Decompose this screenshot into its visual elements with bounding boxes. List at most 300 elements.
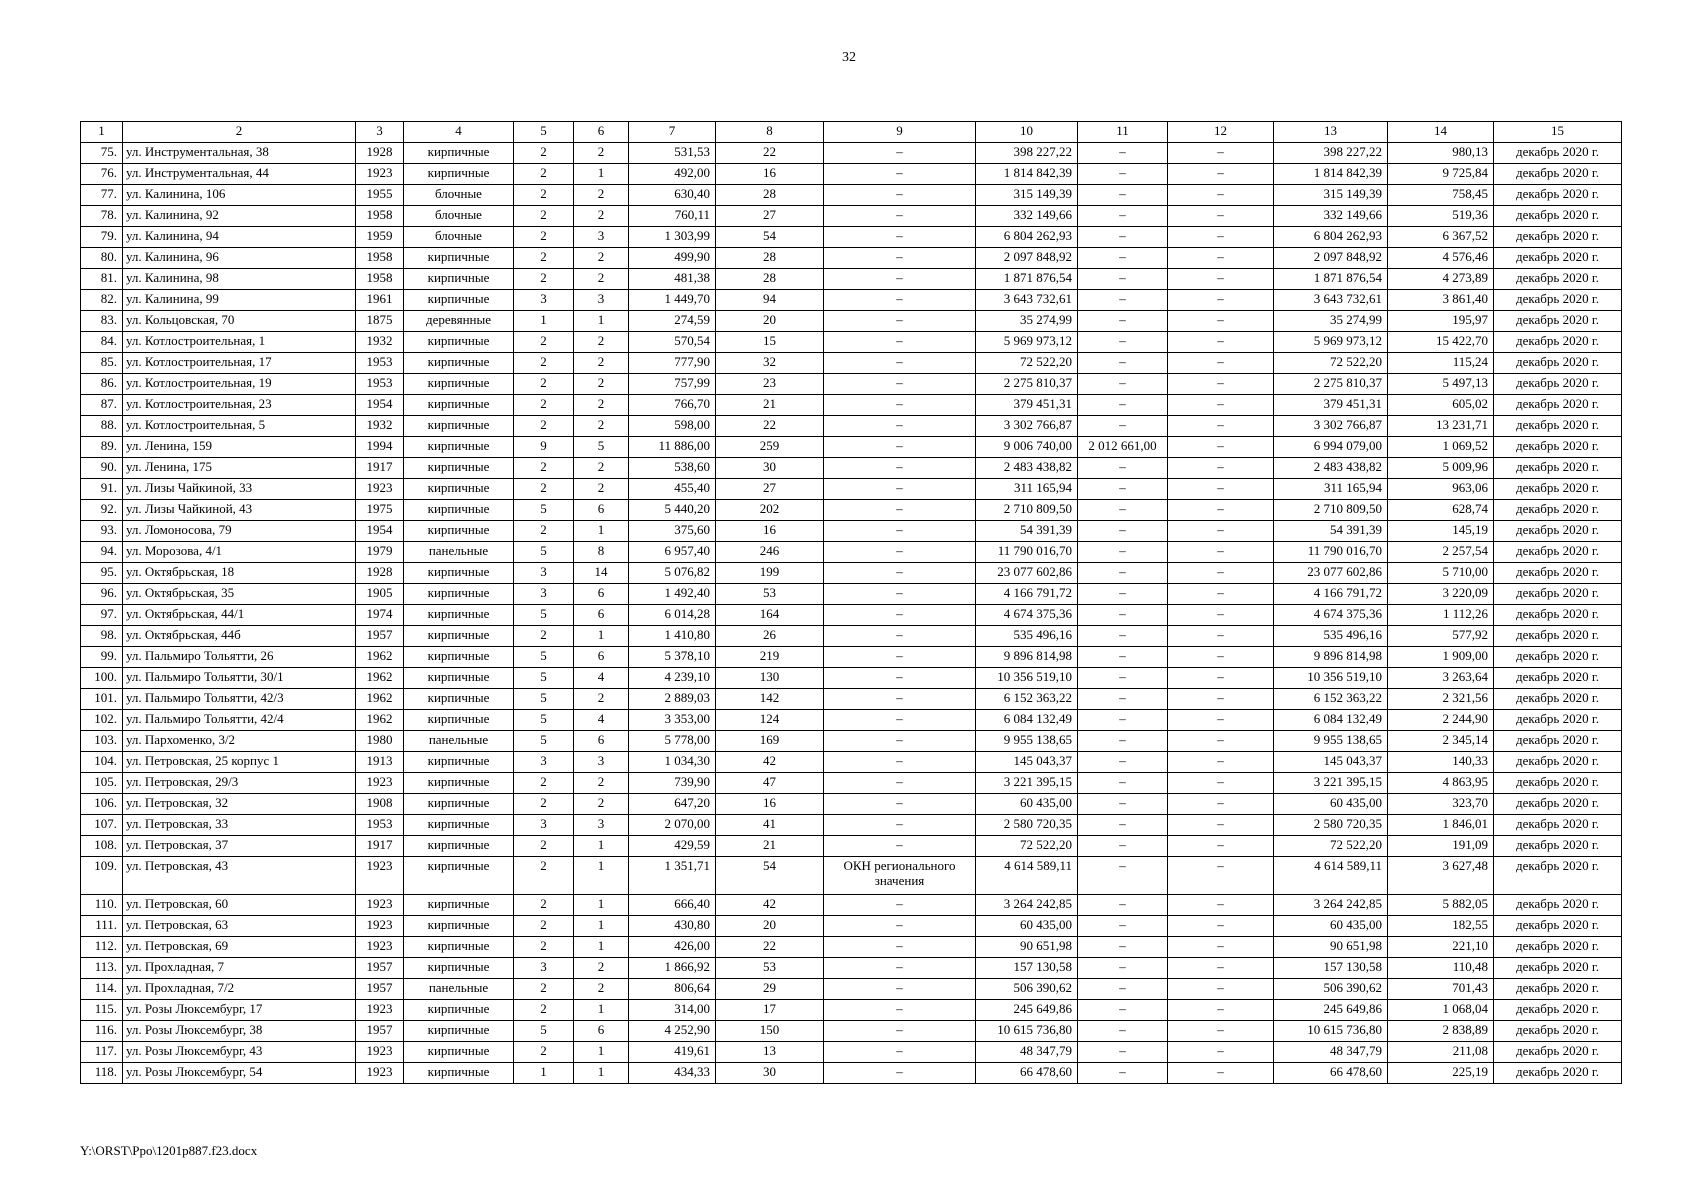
cell-residents: 30 <box>716 458 824 479</box>
cell-wall-material: кирпичные <box>404 710 514 731</box>
cell-cost-col-13: 11 790 016,70 <box>1274 542 1388 563</box>
cell-entrances: 1 <box>574 1042 629 1063</box>
cell-year-built: 1957 <box>356 1021 404 1042</box>
cell-cost-col-11: – <box>1078 521 1168 542</box>
cell-floors: 2 <box>514 269 574 290</box>
cell-heritage-status: – <box>824 164 976 185</box>
cell-residents: 42 <box>716 895 824 916</box>
cell-heritage-status: – <box>824 1063 976 1084</box>
cell-address: ул. Петровская, 33 <box>123 815 356 836</box>
cell-area: 434,33 <box>629 1063 716 1084</box>
cell-heritage-status: – <box>824 731 976 752</box>
cell-deadline: декабрь 2020 г. <box>1494 958 1622 979</box>
cell-residents: 142 <box>716 689 824 710</box>
cell-cost-col-12: – <box>1168 815 1274 836</box>
cell-cost-col-12: – <box>1168 584 1274 605</box>
cell-total-cost: 3 302 766,87 <box>976 416 1078 437</box>
cell-wall-material: кирпичные <box>404 916 514 937</box>
cell-residents: 47 <box>716 773 824 794</box>
cell-residents: 23 <box>716 374 824 395</box>
cell-year-built: 1953 <box>356 374 404 395</box>
table-row <box>81 227 1622 248</box>
cell-cost-col-13: 398 227,22 <box>1274 143 1388 164</box>
cell-cost-col-11: – <box>1078 185 1168 206</box>
cell-cost-col-12: – <box>1168 395 1274 416</box>
cell-heritage-status: – <box>824 458 976 479</box>
cell-deadline: декабрь 2020 г. <box>1494 857 1622 895</box>
cell-wall-material: кирпичные <box>404 773 514 794</box>
cell-entrances: 1 <box>574 895 629 916</box>
cell-heritage-status: – <box>824 290 976 311</box>
column-header: 8 <box>716 122 824 143</box>
cell-total-cost: 4 674 375,36 <box>976 605 1078 626</box>
cell-cost-col-11: – <box>1078 227 1168 248</box>
cell-cost-col-13: 10 356 519,10 <box>1274 668 1388 689</box>
cell-year-built: 1961 <box>356 290 404 311</box>
cell-cost-per-m2: 182,55 <box>1388 916 1494 937</box>
table-row <box>81 1042 1622 1063</box>
cell-cost-per-m2: 2 345,14 <box>1388 731 1494 752</box>
cell-deadline: декабрь 2020 г. <box>1494 332 1622 353</box>
cell-cost-per-m2: 195,97 <box>1388 311 1494 332</box>
cell-row-number: 113. <box>81 958 123 979</box>
cell-cost-col-12: – <box>1168 916 1274 937</box>
cell-cost-col-13: 9 896 814,98 <box>1274 647 1388 668</box>
cell-area: 5 778,00 <box>629 731 716 752</box>
cell-total-cost: 54 391,39 <box>976 521 1078 542</box>
cell-residents: 28 <box>716 269 824 290</box>
cell-floors: 2 <box>514 206 574 227</box>
cell-address: ул. Пальмиро Тольятти, 42/3 <box>123 689 356 710</box>
cell-year-built: 1932 <box>356 332 404 353</box>
cell-area: 430,80 <box>629 916 716 937</box>
cell-wall-material: блочные <box>404 227 514 248</box>
cell-total-cost: 2 580 720,35 <box>976 815 1078 836</box>
cell-year-built: 1923 <box>356 1042 404 1063</box>
cell-cost-col-13: 157 130,58 <box>1274 958 1388 979</box>
cell-heritage-status: – <box>824 521 976 542</box>
cell-year-built: 1875 <box>356 311 404 332</box>
cell-cost-col-11: – <box>1078 647 1168 668</box>
cell-residents: 16 <box>716 521 824 542</box>
cell-heritage-status: – <box>824 794 976 815</box>
cell-cost-col-12: – <box>1168 1000 1274 1021</box>
cell-total-cost: 4 614 589,11 <box>976 857 1078 895</box>
cell-row-number: 98. <box>81 626 123 647</box>
cell-residents: 28 <box>716 185 824 206</box>
cell-cost-col-11: – <box>1078 1042 1168 1063</box>
cell-heritage-status: – <box>824 916 976 937</box>
cell-cost-col-13: 6 804 262,93 <box>1274 227 1388 248</box>
cell-cost-col-13: 6 994 079,00 <box>1274 437 1388 458</box>
cell-address: ул. Кольцовская, 70 <box>123 311 356 332</box>
cell-address: ул. Лизы Чайкиной, 43 <box>123 500 356 521</box>
cell-row-number: 93. <box>81 521 123 542</box>
cell-cost-col-12: – <box>1168 958 1274 979</box>
cell-floors: 2 <box>514 1000 574 1021</box>
cell-address: ул. Петровская, 29/3 <box>123 773 356 794</box>
cell-address: ул. Котлостроительная, 17 <box>123 353 356 374</box>
cell-cost-col-11: – <box>1078 668 1168 689</box>
cell-heritage-status: – <box>824 500 976 521</box>
cell-cost-col-12: – <box>1168 752 1274 773</box>
cell-deadline: декабрь 2020 г. <box>1494 395 1622 416</box>
cell-total-cost: 23 077 602,86 <box>976 563 1078 584</box>
cell-cost-col-11: – <box>1078 773 1168 794</box>
cell-area: 598,00 <box>629 416 716 437</box>
cell-entrances: 5 <box>574 437 629 458</box>
cell-cost-col-12: – <box>1168 143 1274 164</box>
cell-cost-col-12: – <box>1168 416 1274 437</box>
cell-row-number: 116. <box>81 1021 123 1042</box>
cell-year-built: 1923 <box>356 916 404 937</box>
cell-heritage-status: – <box>824 773 976 794</box>
cell-heritage-status: – <box>824 542 976 563</box>
cell-area: 647,20 <box>629 794 716 815</box>
cell-address: ул. Калинина, 98 <box>123 269 356 290</box>
cell-cost-col-13: 60 435,00 <box>1274 916 1388 937</box>
cell-cost-col-11: – <box>1078 605 1168 626</box>
cell-floors: 2 <box>514 626 574 647</box>
cell-address: ул. Котлостроительная, 19 <box>123 374 356 395</box>
cell-floors: 5 <box>514 500 574 521</box>
cell-cost-col-11: – <box>1078 895 1168 916</box>
cell-year-built: 1962 <box>356 689 404 710</box>
cell-floors: 2 <box>514 353 574 374</box>
cell-total-cost: 9 006 740,00 <box>976 437 1078 458</box>
cell-wall-material: кирпичные <box>404 937 514 958</box>
cell-entrances: 6 <box>574 1021 629 1042</box>
cell-cost-col-13: 72 522,20 <box>1274 836 1388 857</box>
cell-cost-per-m2: 4 273,89 <box>1388 269 1494 290</box>
cell-wall-material: кирпичные <box>404 958 514 979</box>
cell-address: ул. Пархоменко, 3/2 <box>123 731 356 752</box>
cell-total-cost: 9 896 814,98 <box>976 647 1078 668</box>
cell-cost-per-m2: 1 846,01 <box>1388 815 1494 836</box>
cell-wall-material: кирпичные <box>404 605 514 626</box>
cell-address: ул. Калинина, 106 <box>123 185 356 206</box>
cell-cost-col-12: – <box>1168 290 1274 311</box>
cell-total-cost: 2 097 848,92 <box>976 248 1078 269</box>
cell-area: 11 886,00 <box>629 437 716 458</box>
cell-area: 777,90 <box>629 353 716 374</box>
cell-year-built: 1954 <box>356 521 404 542</box>
cell-cost-col-12: – <box>1168 542 1274 563</box>
cell-wall-material: кирпичные <box>404 332 514 353</box>
cell-area: 1 866,92 <box>629 958 716 979</box>
cell-floors: 5 <box>514 1021 574 1042</box>
cell-total-cost: 398 227,22 <box>976 143 1078 164</box>
cell-area: 5 076,82 <box>629 563 716 584</box>
cell-floors: 5 <box>514 542 574 563</box>
cell-heritage-status: – <box>824 185 976 206</box>
table-row <box>81 353 1622 374</box>
table-row <box>81 937 1622 958</box>
cell-entrances: 2 <box>574 794 629 815</box>
table-row <box>81 437 1622 458</box>
cell-deadline: декабрь 2020 г. <box>1494 668 1622 689</box>
cell-cost-per-m2: 577,92 <box>1388 626 1494 647</box>
cell-row-number: 102. <box>81 710 123 731</box>
cell-cost-col-12: – <box>1168 857 1274 895</box>
cell-cost-col-11: – <box>1078 626 1168 647</box>
cell-heritage-status: – <box>824 479 976 500</box>
cell-year-built: 1957 <box>356 626 404 647</box>
cell-wall-material: кирпичные <box>404 857 514 895</box>
cell-cost-col-13: 66 478,60 <box>1274 1063 1388 1084</box>
cell-cost-per-m2: 140,33 <box>1388 752 1494 773</box>
cell-year-built: 1955 <box>356 185 404 206</box>
cell-total-cost: 5 969 973,12 <box>976 332 1078 353</box>
cell-row-number: 103. <box>81 731 123 752</box>
cell-entrances: 6 <box>574 605 629 626</box>
cell-heritage-status: – <box>824 937 976 958</box>
cell-cost-col-12: – <box>1168 647 1274 668</box>
cell-deadline: декабрь 2020 г. <box>1494 227 1622 248</box>
cell-heritage-status: – <box>824 227 976 248</box>
cell-cost-col-12: – <box>1168 1021 1274 1042</box>
cell-wall-material: кирпичные <box>404 248 514 269</box>
cell-wall-material: панельные <box>404 542 514 563</box>
table-row <box>81 857 1622 895</box>
cell-cost-col-13: 2 275 810,37 <box>1274 374 1388 395</box>
cell-entrances: 1 <box>574 1000 629 1021</box>
cell-year-built: 1953 <box>356 815 404 836</box>
cell-year-built: 1980 <box>356 731 404 752</box>
cell-total-cost: 90 651,98 <box>976 937 1078 958</box>
cell-entrances: 2 <box>574 689 629 710</box>
cell-wall-material: кирпичные <box>404 143 514 164</box>
cell-area: 739,90 <box>629 773 716 794</box>
cell-cost-per-m2: 5 710,00 <box>1388 563 1494 584</box>
cell-cost-col-12: – <box>1168 794 1274 815</box>
cell-area: 5 440,20 <box>629 500 716 521</box>
cell-floors: 2 <box>514 143 574 164</box>
cell-residents: 17 <box>716 1000 824 1021</box>
cell-wall-material: кирпичные <box>404 895 514 916</box>
cell-residents: 27 <box>716 206 824 227</box>
cell-row-number: 111. <box>81 916 123 937</box>
cell-cost-col-12: – <box>1168 479 1274 500</box>
cell-cost-per-m2: 2 244,90 <box>1388 710 1494 731</box>
cell-entrances: 2 <box>574 458 629 479</box>
cell-entrances: 1 <box>574 626 629 647</box>
table-row <box>81 979 1622 1000</box>
cell-total-cost: 379 451,31 <box>976 395 1078 416</box>
cell-heritage-status: – <box>824 710 976 731</box>
page-number: 32 <box>842 50 856 65</box>
cell-cost-col-11: – <box>1078 542 1168 563</box>
cell-cost-col-11: – <box>1078 937 1168 958</box>
cell-cost-per-m2: 4 863,95 <box>1388 773 1494 794</box>
cell-entrances: 6 <box>574 500 629 521</box>
table-row <box>81 416 1622 437</box>
cell-wall-material: кирпичные <box>404 1063 514 1084</box>
cell-row-number: 108. <box>81 836 123 857</box>
table-row <box>81 374 1622 395</box>
cell-cost-col-13: 60 435,00 <box>1274 794 1388 815</box>
cell-cost-col-11: – <box>1078 584 1168 605</box>
cell-row-number: 77. <box>81 185 123 206</box>
cell-cost-col-11: – <box>1078 164 1168 185</box>
cell-year-built: 1958 <box>356 248 404 269</box>
cell-floors: 2 <box>514 895 574 916</box>
cell-wall-material: кирпичные <box>404 521 514 542</box>
cell-address: ул. Ленина, 159 <box>123 437 356 458</box>
table-row <box>81 311 1622 332</box>
cell-wall-material: кирпичные <box>404 437 514 458</box>
cell-floors: 2 <box>514 332 574 353</box>
cell-residents: 53 <box>716 584 824 605</box>
cell-floors: 1 <box>514 311 574 332</box>
cell-entrances: 1 <box>574 311 629 332</box>
cell-heritage-status: – <box>824 605 976 626</box>
cell-year-built: 1923 <box>356 164 404 185</box>
cell-deadline: декабрь 2020 г. <box>1494 979 1622 1000</box>
cell-cost-per-m2: 1 068,04 <box>1388 1000 1494 1021</box>
cell-total-cost: 60 435,00 <box>976 916 1078 937</box>
cell-row-number: 101. <box>81 689 123 710</box>
cell-heritage-status: – <box>824 332 976 353</box>
cell-area: 806,64 <box>629 979 716 1000</box>
cell-total-cost: 157 130,58 <box>976 958 1078 979</box>
cell-year-built: 1917 <box>356 836 404 857</box>
cell-area: 4 239,10 <box>629 668 716 689</box>
cell-address: ул. Петровская, 32 <box>123 794 356 815</box>
cell-area: 455,40 <box>629 479 716 500</box>
cell-deadline: декабрь 2020 г. <box>1494 437 1622 458</box>
cell-area: 1 034,30 <box>629 752 716 773</box>
cell-row-number: 117. <box>81 1042 123 1063</box>
cell-cost-col-13: 311 165,94 <box>1274 479 1388 500</box>
cell-heritage-status: – <box>824 1042 976 1063</box>
cell-cost-per-m2: 5 009,96 <box>1388 458 1494 479</box>
cell-year-built: 1917 <box>356 458 404 479</box>
cell-cost-col-11: – <box>1078 689 1168 710</box>
cell-residents: 21 <box>716 395 824 416</box>
cell-area: 1 351,71 <box>629 857 716 895</box>
cell-cost-col-13: 9 955 138,65 <box>1274 731 1388 752</box>
cell-area: 766,70 <box>629 395 716 416</box>
cell-cost-col-11: – <box>1078 248 1168 269</box>
cell-area: 757,99 <box>629 374 716 395</box>
cell-cost-col-11: – <box>1078 794 1168 815</box>
cell-total-cost: 6 084 132,49 <box>976 710 1078 731</box>
cell-cost-col-11: – <box>1078 269 1168 290</box>
cell-total-cost: 506 390,62 <box>976 979 1078 1000</box>
cell-floors: 3 <box>514 815 574 836</box>
cell-floors: 3 <box>514 290 574 311</box>
cell-wall-material: кирпичные <box>404 794 514 815</box>
cell-row-number: 112. <box>81 937 123 958</box>
cell-wall-material: кирпичные <box>404 458 514 479</box>
cell-total-cost: 48 347,79 <box>976 1042 1078 1063</box>
cell-heritage-status: – <box>824 647 976 668</box>
cell-deadline: декабрь 2020 г. <box>1494 164 1622 185</box>
table-row <box>81 206 1622 227</box>
cell-year-built: 1923 <box>356 479 404 500</box>
cell-residents: 20 <box>716 916 824 937</box>
cell-cost-per-m2: 2 321,56 <box>1388 689 1494 710</box>
cell-row-number: 75. <box>81 143 123 164</box>
cell-residents: 16 <box>716 794 824 815</box>
cell-row-number: 87. <box>81 395 123 416</box>
cell-residents: 22 <box>716 416 824 437</box>
cell-cost-per-m2: 9 725,84 <box>1388 164 1494 185</box>
cell-address: ул. Котлостроительная, 23 <box>123 395 356 416</box>
cell-total-cost: 332 149,66 <box>976 206 1078 227</box>
cell-residents: 16 <box>716 164 824 185</box>
cell-deadline: декабрь 2020 г. <box>1494 895 1622 916</box>
cell-residents: 53 <box>716 958 824 979</box>
table-row <box>81 584 1622 605</box>
cell-address: ул. Октябрьская, 44б <box>123 626 356 647</box>
cell-year-built: 1932 <box>356 416 404 437</box>
cell-year-built: 1962 <box>356 668 404 689</box>
cell-wall-material: кирпичные <box>404 1021 514 1042</box>
cell-residents: 22 <box>716 937 824 958</box>
cell-row-number: 114. <box>81 979 123 1000</box>
cell-floors: 2 <box>514 794 574 815</box>
cell-entrances: 4 <box>574 710 629 731</box>
cell-wall-material: кирпичные <box>404 353 514 374</box>
cell-address: ул. Калинина, 96 <box>123 248 356 269</box>
cell-deadline: декабрь 2020 г. <box>1494 1000 1622 1021</box>
cell-wall-material: панельные <box>404 979 514 1000</box>
cell-floors: 2 <box>514 1042 574 1063</box>
cell-area: 538,60 <box>629 458 716 479</box>
column-header: 10 <box>976 122 1078 143</box>
cell-residents: 202 <box>716 500 824 521</box>
cell-area: 426,00 <box>629 937 716 958</box>
cell-residents: 28 <box>716 248 824 269</box>
cell-area: 429,59 <box>629 836 716 857</box>
cell-row-number: 95. <box>81 563 123 584</box>
cell-residents: 54 <box>716 857 824 895</box>
cell-deadline: декабрь 2020 г. <box>1494 689 1622 710</box>
table-row <box>81 164 1622 185</box>
cell-cost-col-13: 3 302 766,87 <box>1274 416 1388 437</box>
cell-row-number: 82. <box>81 290 123 311</box>
cell-entrances: 3 <box>574 290 629 311</box>
cell-deadline: декабрь 2020 г. <box>1494 143 1622 164</box>
cell-residents: 246 <box>716 542 824 563</box>
cell-cost-col-13: 54 391,39 <box>1274 521 1388 542</box>
cell-address: ул. Петровская, 60 <box>123 895 356 916</box>
table-row <box>81 626 1622 647</box>
table-row <box>81 689 1622 710</box>
table-row <box>81 1000 1622 1021</box>
table-row <box>81 605 1622 626</box>
cell-row-number: 94. <box>81 542 123 563</box>
cell-floors: 5 <box>514 731 574 752</box>
cell-cost-col-12: – <box>1168 626 1274 647</box>
cell-cost-col-12: – <box>1168 979 1274 1000</box>
cell-row-number: 107. <box>81 815 123 836</box>
cell-residents: 130 <box>716 668 824 689</box>
cell-cost-col-13: 3 643 732,61 <box>1274 290 1388 311</box>
cell-area: 2 889,03 <box>629 689 716 710</box>
cell-wall-material: кирпичные <box>404 164 514 185</box>
cell-deadline: декабрь 2020 г. <box>1494 916 1622 937</box>
cell-cost-per-m2: 605,02 <box>1388 395 1494 416</box>
cell-total-cost: 10 615 736,80 <box>976 1021 1078 1042</box>
cell-wall-material: кирпичные <box>404 668 514 689</box>
cell-floors: 2 <box>514 857 574 895</box>
cell-residents: 22 <box>716 143 824 164</box>
cell-deadline: декабрь 2020 г. <box>1494 1042 1622 1063</box>
cell-address: ул. Розы Люксембург, 43 <box>123 1042 356 1063</box>
